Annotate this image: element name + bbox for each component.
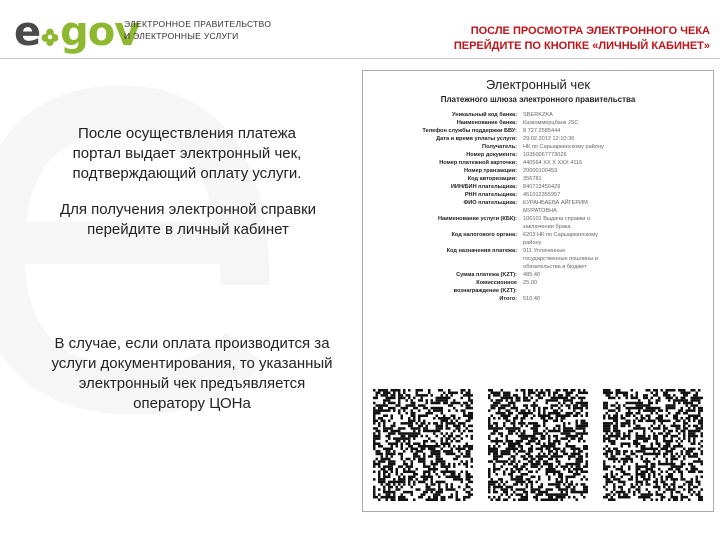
- receipt-row-value: 8 727 2585444: [523, 128, 561, 134]
- qr-code-icon: [603, 389, 703, 501]
- receipt-title: Электронный чек: [485, 77, 591, 92]
- receipt-row-value: 440564 XX X XXX 4116: [523, 160, 583, 166]
- receipt-details: [373, 111, 703, 303]
- receipt-row: [373, 215, 703, 223]
- receipt-row-label: Сумма платежа (KZT):: [456, 272, 517, 278]
- instruction-line1: ПОСЛЕ ПРОСМОТРА ЭЛЕКТРОННОГО ЧЕКА: [470, 25, 710, 37]
- receipt-row-value: району: [523, 240, 542, 246]
- receipt-row-value: 510.40: [523, 296, 541, 302]
- receipt-row-label: [373, 255, 523, 263]
- receipt-row-value: НК по Сарыаркинскому району: [523, 144, 604, 150]
- receipt-row-label: Номер документа:: [466, 152, 517, 158]
- receipt-row-value: 356781: [523, 176, 542, 182]
- instruction-line2: ПЕРЕЙДИТЕ ПО КНОПКЕ «ЛИЧНЫЙ КАБИНЕТ»: [453, 40, 710, 52]
- receipt-row-label: Номер транзакции:: [463, 168, 517, 174]
- receipt-row-label: ИИН/БИН плательщика:: [450, 184, 517, 190]
- receipt-row: [373, 247, 703, 255]
- receipt-row-label: ФИО плательщика:: [463, 200, 517, 206]
- receipt-row-value: 29.02.2012 12:10:36: [523, 136, 575, 142]
- receipt-row-label: Наименование услуги (КБК):: [437, 216, 517, 222]
- receipt-row-value: КУРАНБАЕВА АЙГЕРИМ: [523, 200, 588, 206]
- receipt-row-label: вознаграждение (KZT):: [453, 288, 517, 294]
- receipt-row-value: государственные пошлины и: [523, 256, 598, 262]
- receipt-row: [373, 167, 703, 175]
- receipt-row-value: обязательства в бюджет: [523, 264, 587, 270]
- receipt-row-value: [523, 287, 703, 295]
- org-name: [124, 18, 271, 42]
- receipt-row: [373, 271, 703, 279]
- receipt-row: [373, 119, 703, 127]
- receipt-row-label: РНН плательщика:: [464, 192, 517, 198]
- org-name-line2: И ЭЛЕКТРОННЫЕ УСЛУГИ: [124, 31, 239, 41]
- receipt-row-label: Уникальный код банка:: [451, 112, 517, 118]
- receipt-row: [373, 263, 703, 271]
- receipt-row: [373, 151, 703, 159]
- receipt-row: [373, 183, 703, 191]
- receipt-row-label: Итого:: [499, 296, 517, 302]
- receipt-row-label: [373, 239, 523, 247]
- electronic-receipt: [362, 70, 714, 512]
- logo-e: e: [14, 9, 41, 55]
- receipt-row-label: Код назначения платежа:: [446, 248, 517, 254]
- receipt-row-label: [373, 263, 523, 271]
- receipt-row-value: 20000100453: [523, 168, 558, 174]
- header-divider: [0, 58, 720, 59]
- receipt-row-label: Комиссионное: [476, 280, 517, 286]
- receipt-row: [373, 279, 703, 287]
- receipt-row-value: 6203 НК по Сарыаркинскому: [523, 232, 598, 238]
- paragraph-cabinet-info: Для получения электронной справки перейдите в личный кабинет: [59, 201, 317, 238]
- logo-gov: gov: [60, 9, 140, 55]
- receipt-row-value: 25.00: [523, 280, 537, 286]
- receipt-row-label: Номер платежной карточки:: [439, 160, 517, 166]
- receipt-row-label: Получатель:: [482, 144, 517, 150]
- receipt-row-label: Дата и время уплаты услуги:: [436, 136, 517, 142]
- receipt-row-value: 451012355957: [523, 192, 561, 198]
- receipt-row: [373, 231, 703, 239]
- receipt-row-label: [373, 207, 523, 215]
- qr-code-1: [373, 389, 473, 501]
- receipt-row-label: Наименование банка:: [456, 120, 517, 126]
- receipt-row-label: Код налогового органа:: [451, 232, 517, 238]
- receipt-row-value: 106101 Выдача справки о: [523, 216, 591, 222]
- receipt-row-label: Телефон службы поддержки БВУ:: [422, 128, 517, 134]
- instruction-heading: [390, 24, 710, 54]
- receipt-row: [373, 191, 703, 199]
- receipt-row: [373, 223, 703, 231]
- receipt-row: [373, 127, 703, 135]
- qr-code-icon: [488, 389, 588, 501]
- receipt-row-value: 911 Уплаченные: [523, 248, 566, 254]
- receipt-subtitle: Платежного шлюза электронного правительства: [440, 95, 636, 104]
- receipt-row-value: Казкоммерцбанк JSC: [523, 120, 579, 126]
- paragraph-operator-info: В случае, если оплата производится за услуги документирования, то указанный электронный чек предъявляется оператору ЦОНа: [51, 335, 333, 412]
- receipt-row: [373, 111, 703, 119]
- qr-code-2: [488, 389, 588, 501]
- receipt-row: [373, 295, 703, 303]
- receipt-row: [373, 287, 703, 295]
- receipt-row: [373, 199, 703, 207]
- qr-code-icon: [373, 389, 473, 501]
- receipt-row: [373, 255, 703, 263]
- receipt-row: [373, 159, 703, 167]
- org-name-line1: ЭЛЕКТРОННОЕ ПРАВИТЕЛЬСТВО: [124, 19, 272, 29]
- logo-flower-icon: [41, 28, 59, 46]
- receipt-row-label: Код авторизации:: [467, 176, 517, 182]
- receipt-row-value: 10350067773026: [523, 152, 567, 158]
- receipt-row: [373, 175, 703, 183]
- receipt-row-value: заключении брака: [523, 224, 571, 230]
- receipt-row: [373, 207, 703, 215]
- receipt-row: [373, 143, 703, 151]
- receipt-row: [373, 239, 703, 247]
- receipt-row-value: SBERKZKA: [523, 112, 553, 118]
- receipt-row: [373, 135, 703, 143]
- receipt-row-value: 840713450429: [523, 184, 561, 190]
- qr-code-3: [603, 389, 703, 501]
- receipt-row-label: [373, 223, 523, 231]
- paragraph-receipt-info: После осуществления платежа портал выдает электронный чек, подтверждающий оплату услуги.: [72, 125, 302, 182]
- egov-logo[interactable]: [14, 10, 139, 54]
- receipt-row-value: 485.40: [523, 272, 541, 278]
- receipt-row-value: МУРАТОВНА: [523, 208, 557, 214]
